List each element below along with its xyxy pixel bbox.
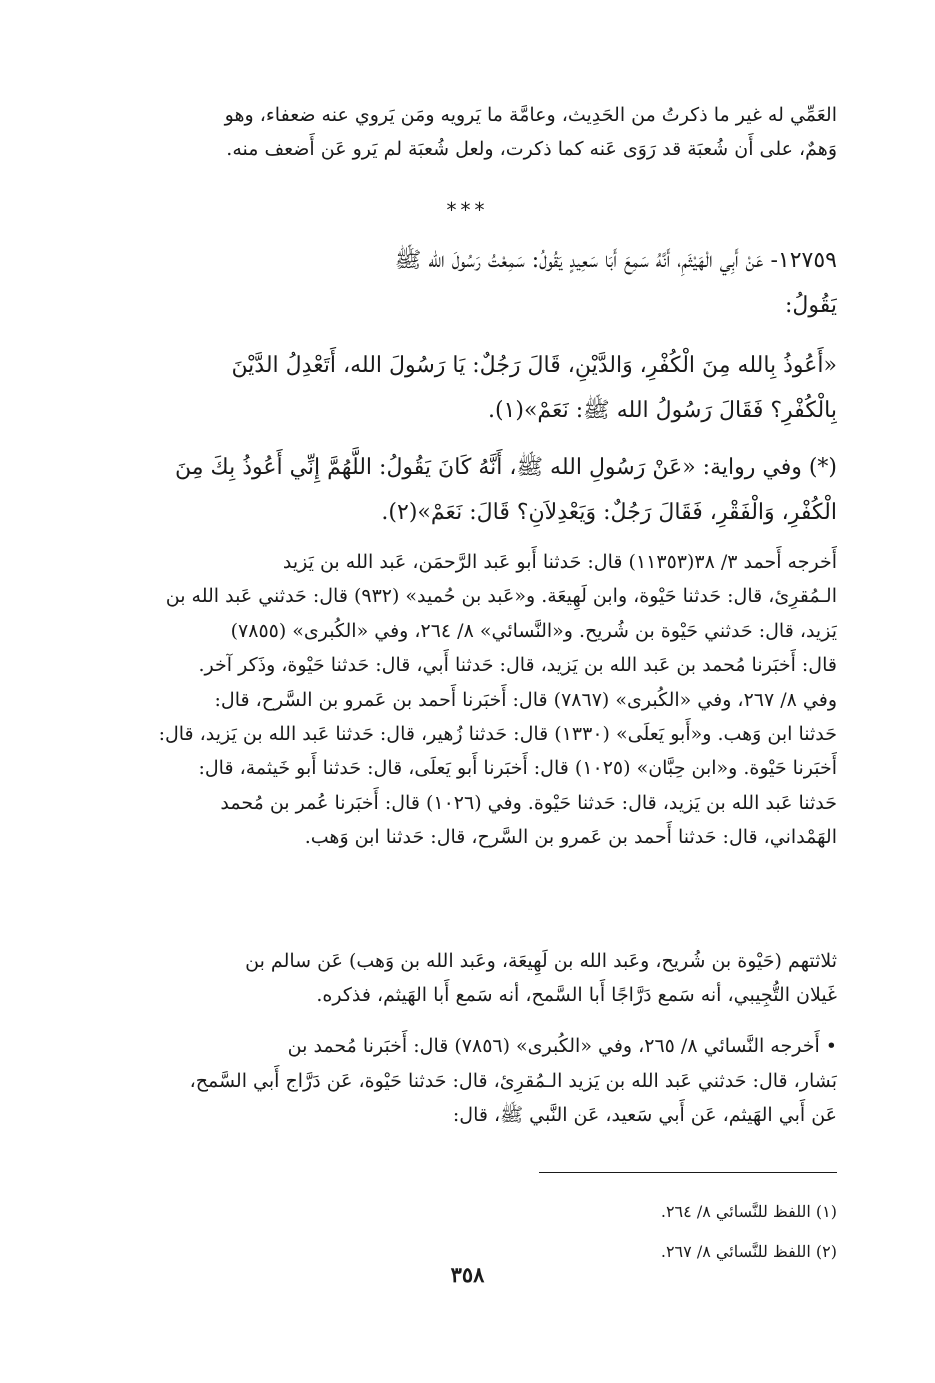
takhrij-line: حَدثنا عَبد الله بن يَزيد، قال: حَدثنا حَيْوة. وفي (١٠٢٦) قال: أَخبَرنا عُمر بن مُحمد	[220, 791, 837, 814]
takhrij-line: الـمُقرِئ، قال: حَدثنا حَيْوة، وابن لَهِيعَة. و«عَبد بن حُميد» (٩٣٢) قال: حَدثني عَبد الله بن	[165, 585, 837, 608]
hadith-heading	[95, 238, 837, 328]
takhrij-line: حَدثنا ابن وَهب. و«أَبو يَعلَى» (١٣٣٠) قال: حَدثنا زُهير، قال: حَدثنا عَبد الله بن يَزيد، قال:	[158, 722, 837, 745]
takhrij-line: أَخرجه أَحمد ٣/ ٣٨(١١٣٥٣) قال: حَدثنا أَبو عَبد الرَّحمَن، عَبد الله بن يَزيد	[282, 551, 837, 573]
intro-paragraph	[95, 98, 837, 166]
second-takhrij-paragraph	[95, 1029, 837, 1133]
takhrij-line: أَخبَرنا حَيْوة. و«ابن حِبَّان» (١٠٢٥) قال: أَخبَرنا أَبو يَعلَى، قال: حَدثنا أَبو خَيثمة، قال:	[198, 757, 837, 780]
hadith-text	[95, 343, 837, 433]
takhrij-paragraph	[95, 545, 837, 855]
second-takhrij-line: • أَخرجه النَّسائي ٨/ ٢٦٥، وفي «الكُبرى» (٧٨٥٦) قال: أَخبَرنا مُحمد بن	[287, 1035, 837, 1057]
footnotes	[95, 1192, 837, 1272]
takhrij-line: وفي ٨/ ٢٦٧، وفي «الكُبرى» (٧٨٦٧) قال: أَخبَرنا أَحمد بن عَمرو بن السَّرح، قال:	[214, 688, 837, 711]
footnote-1: (١) اللفظ للنَّسائي ٨/ ٢٦٤.	[660, 1202, 837, 1221]
second-takhrij-line: بَشار، قال: حَدثني عَبد الله بن يَزيد الـمُقرِئ، قال: حَدثنا حَيْوة، عَن دَرَّاج أَبي السَّمح،	[189, 1069, 837, 1092]
hadith-text-line: بِالْكُفْرِ؟ فَقَالَ رَسُولُ الله ﷺ: نَعَمْ»(١).	[487, 398, 837, 423]
hadith-heading-line: ١٢٧٥٩- عَنْ أَبِي الْهَيْثَمِ، أَنَّهُ سَمِعَ أَبَا سَعِيدٍ يَقُولُ: سَمِعْتُ رَسُولَ الله ﷺ	[394, 248, 837, 273]
takhrij-line: قال: أَخبَرنا مُحمد بن عَبد الله بن يَزيد، قال: حَدثنا أَبي، قال: حَدثنا حَيْوة، وذَكر آخر.	[198, 654, 837, 677]
hadith-heading-line: يَقُولُ:	[784, 293, 837, 318]
footnote-2: (٢) اللفظ للنَّسائي ٨/ ٢٦٧.	[660, 1242, 837, 1261]
page-number: ٣٥٨	[450, 1262, 485, 1287]
takhrij-line: يَزيد، قال: حَدثني حَيْوة بن شُريح. و«النَّسائي» ٨/ ٢٦٤، وفي «الكُبرى» (٧٨٥٥)	[230, 619, 837, 642]
section-separator: ***	[446, 198, 489, 222]
chain-paragraph	[95, 944, 837, 1012]
intro-line: وَهمٌ، على أَن شُعبَة قد رَوَى عَنه كما ذكرت، ولعل شُعبَة لم يَرو عَن أَضعف منه.	[226, 138, 837, 160]
chain-line: غَيلان التُّجِيبي، أنه سَمع دَرَّاجًا أَبا السَّمح، أنه سَمع أَبا الهَيثم، فذكره.	[316, 984, 837, 1006]
second-takhrij-line: عَن أَبي الهَيثم، عَن أَبي سَعيد، عَن النَّبي ﷺ، قال:	[452, 1104, 837, 1126]
chain-line: ثلاثتهم (حَيْوة بن شُريح، وعَبد الله بن لَهِيعَة، وعَبد الله بن وَهب) عَن سالم بن	[245, 950, 837, 972]
hadith-text-line: «أَعُوذُ بِالله مِنَ الْكُفْرِ، وَالدَّيْنِ، قَالَ رَجُلٌ: يَا رَسُولَ الله، أَتَعْدِلُ الدَّيْنَ	[231, 353, 837, 378]
hadith-variant	[95, 445, 837, 535]
footnote-divider	[539, 1172, 837, 1173]
intro-line: العَمِّي له غير ما ذكرتُ من الحَدِيث، وعامَّة ما يَرويه ومَن يَروي عنه ضعفاء، وهو	[224, 104, 837, 126]
takhrij-line: الهَمْداني، قال: حَدثنا أَحمد بن عَمرو بن السَّرح، قال: حَدثنا ابن وَهب.	[304, 826, 837, 849]
hadith-variant-line: (*) وفي رواية: «عَنْ رَسُولِ الله ﷺ، أَنَّهُ كَانَ يَقُولُ: اللَّهُمَّ إِنِّي أَعُوذُ بِكَ مِنَ	[175, 455, 837, 480]
hadith-variant-line: الْكُفْرِ، وَالْفَقْرِ، فَقَالَ رَجُلٌ: وَيَعْدِلاَنِ؟ قَالَ: نَعَمْ»(٢).	[381, 500, 837, 525]
